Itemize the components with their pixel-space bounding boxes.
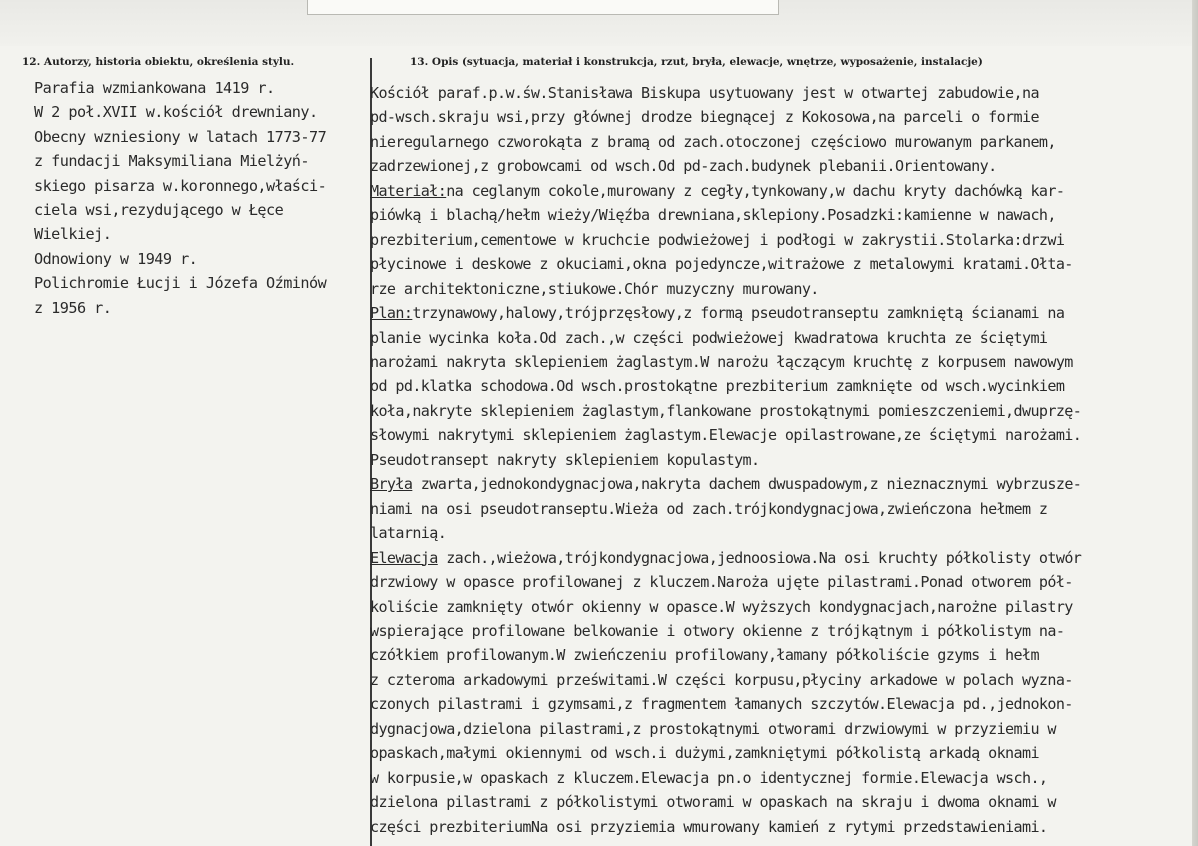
description-text: pd-wsch.skraju wsi,przy głównej drodze biegnącej z Kokosowa,na parceli o formie [370,108,1039,127]
description-line [370,546,1190,570]
description-line [370,374,1190,398]
description-line [370,399,1190,423]
description-text: płycinowe i deskowe z okuciami,okna pojedyncze,witrażowe z metalowymi kratami.Ołta- [370,255,1073,274]
description-text: słowymi nakrytymi sklepieniem żaglastym.Elewacje opilastrowane,ze ściętymi narożami. [370,426,1082,445]
description-line [370,252,1190,276]
description-line [370,448,1190,472]
paper-tab [307,0,779,15]
description-text: czonych pilastrami i gzymsami,z fragmentem łamanych szczytów.Elewacja pd.,jednokon- [370,695,1073,714]
description-text: zach.,wieżowa,trójkondygnacjowa,jednoosiowa.Na osi kruchty półkolisty otwór [437,548,1082,567]
history-line: z fundacji Maksymiliana Mielżyń- [34,152,309,171]
description-line [370,472,1190,496]
description-text: zadrzewionej,z grobowcami od wsch.Od pd-zach.budynek plebanii.Orientowany. [370,157,997,176]
description-line [370,301,1190,325]
description-text: piówką i blachą/hełm wieży/Więźba drewniana,sklepiony.Posadzki:kamienne w nawach, [370,206,1056,225]
description-line [370,521,1190,545]
description-text: koliście zamknięty otwór okienny w opasce.W wyższych kondygnacjach,narożne pilastry [370,597,1073,616]
section-label: Materiał: [370,181,447,200]
description-line [370,105,1190,129]
section-label: Bryła [370,475,413,494]
history-column [34,76,368,320]
description-line [370,350,1190,374]
description-text: drzwiowy w opasce profilowanej z kluczem.Naroża ujęte pilastrami.Ponad otworem pół- [370,573,1073,592]
description-line [370,228,1190,252]
history-line: Obecny wzniesiony w latach 1773-77 [34,127,327,146]
description-line [370,423,1190,447]
description-line [370,154,1190,178]
description-line [370,790,1190,814]
description-line [370,570,1190,594]
section-13-header: 13. Opis (sytuacja, materiał i konstrukcja, rzut, bryła, elewacje, wnętrze, wyposażenie, instalacje) [410,56,983,68]
description-line [370,595,1190,619]
history-line: Parafia wzmiankowana 1419 r. [34,79,275,97]
description-line [370,643,1190,667]
description-line [370,277,1190,301]
page-edge [1192,0,1198,846]
description-line [370,497,1190,521]
description-text: Kościół paraf.p.w.św.Stanisława Biskupa usytuowany jest w otwartej zabudowie,na [370,84,1039,102]
description-line [370,815,1190,839]
description-text: w korpusie,w opaskach z kluczem.Elewacja pn.o identycznej formie.Elewacja wsch., [370,768,1048,787]
description-text: niami na osi pseudotranseptu.Wieża od zach.trójkondygnacjowa,zwieńczona hełmem z [370,499,1048,518]
description-text: opaskach,małymi okiennymi od wsch.i dużymi,zamkniętymi półkolistą arkadą oknami [370,744,1039,763]
description-text: rze architektoniczne,stiukowe.Chór muzyczny murowany. [370,279,819,298]
description-text: od pd.klatka schodowa.Od wsch.prostokątne prezbiterium zamknięte od wsch.wycinkiem [370,377,1065,396]
description-text: zwarta,jednokondygnacjowa,nakryta dachem dwuspadowym,z nieznacznymi wybrzusze- [412,475,1082,494]
history-line: Wielkiej. [34,225,112,244]
history-line: W 2 poł.XVII w.kościół drewniany. [34,103,318,122]
description-text: nieregularnego czworokąta z bramą od zach.otoczonej częściowo murowanym parkanem, [370,132,1056,151]
description-text: dygnacjowa,dzielona pilastrami,z prostokątnymi otworami drzwiowymi w przyziemiu w [370,719,1056,738]
description-text: latarnią. [370,524,447,543]
description-text: koła,nakryte sklepieniem żaglastym,flankowane prostokątnymi pomieszczeniemi,dwuprzę- [370,401,1082,420]
description-text: czółkiem profilowanym.W zwieńczeniu profilowany,łamany półkoliście gzyms i hełm [370,646,1039,665]
description-text: narożami nakryta sklepieniem żaglastym.W narożu łączącym kruchtę z korpusem nawowym [370,352,1073,371]
description-line [370,203,1190,227]
description-line [370,81,1190,105]
section-label: Elewacja [370,548,438,567]
history-line: ciela wsi,rezydującego w Łęce [34,201,284,220]
history-line: z 1956 r. [34,298,112,317]
section-12-header: 12. Autorzy, historia obiektu, określenia stylu. [22,56,295,68]
description-line [370,668,1190,692]
description-text: dzielona pilastrami z półkolistymi otworami w opaskach na skraju i dwoma oknami w [370,793,1056,812]
description-text: Pseudotransept nakryty sklepieniem kopulastym. [370,450,760,469]
description-line [370,130,1190,154]
description-column [370,81,1190,839]
description-line [370,741,1190,765]
history-line: skiego pisarza w.koronnego,właści- [34,176,327,195]
history-line: Polichromie Łucji i Józefa Oźminów [34,274,327,293]
description-line [370,179,1190,203]
description-text: planie wycinka koła.Od zach.,w części podwieżowej kwadratowa kruchta ze ściętymi [370,328,1048,347]
description-line [370,619,1190,643]
section-label: Plan: [370,304,413,323]
description-text: prezbiterium,cementowe w kruchcie podwieżowej i podłogi w zakrystii.Stolarka:drzwi [370,230,1065,249]
description-line [370,326,1190,350]
description-line [370,692,1190,716]
description-text: na ceglanym cokole,murowany z cegły,tynkowany,w dachu kryty dachówką kar- [446,181,1065,200]
description-text: trzynawowy,halowy,trójprzęsłowy,z formą pseudotranseptu zamkniętą ścianami na [412,304,1065,323]
description-text: części prezbiteriumNa osi przyziemia wmurowany kamień z rytymi przedstawieniami. [370,817,1048,836]
history-line: Odnowiony w 1949 r. [34,249,198,268]
description-line [370,766,1190,790]
description-line [370,717,1190,741]
description-text: z czteroma arkadowymi prześwitami.W części korpusu,płyciny arkadowe w polach wyzna- [370,670,1073,689]
description-text: wspierające profilowane belkowanie i otwory okienne z trójkątnym i półkolistym na- [370,621,1065,640]
